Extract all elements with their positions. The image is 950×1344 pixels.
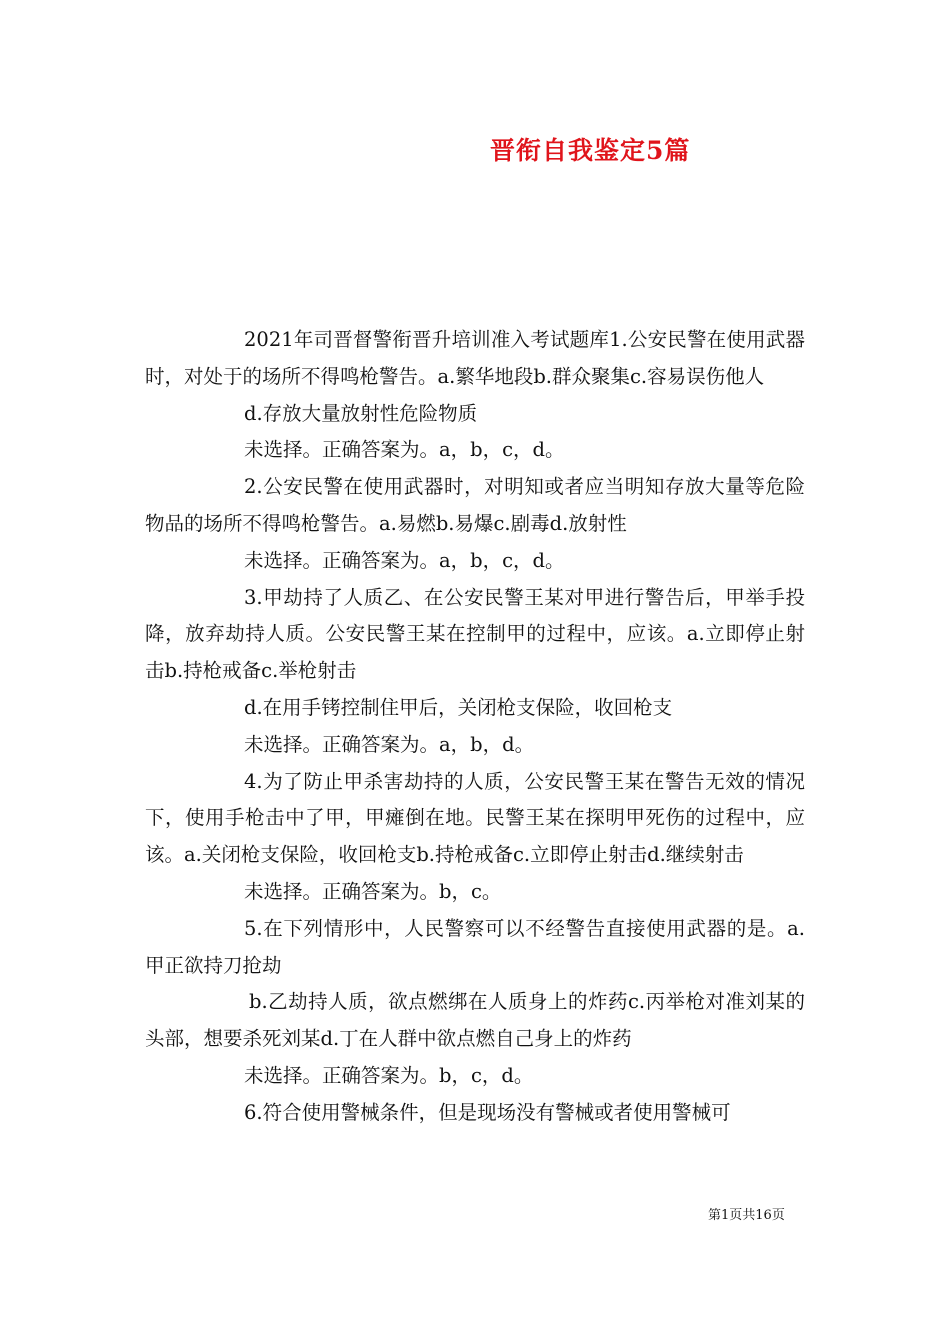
paragraph: d.在用手铐控制住甲后，关闭枪支保险，收回枪支 — [244, 695, 673, 719]
page-number: 第1页共16页 — [708, 1208, 785, 1223]
paragraph: 未选择。正确答案为。b，c，d。 — [244, 1063, 534, 1087]
paragraph: b.乙劫持人质，欲点燃绑在人质身上的炸药c.丙举枪对准刘某的头部，想要杀死刘某d.丁在人群中欲点燃自己身上的炸药 — [145, 990, 805, 1051]
paragraph: 2.公安民警在使用武器时，对明知或者应当明知存放大量等危险物品的场所不得鸣枪警告。a.易燃b.易爆c.剧毒d.放射性 — [145, 475, 805, 535]
paragraph: 未选择。正确答案为。a，b，d。 — [244, 732, 535, 756]
paragraph: 未选择。正确答案为。b，c。 — [244, 879, 502, 903]
paragraph: 4.为了防止甲杀害劫持的人质，公安民警王某在警告无效的情况下，使用手枪击中了甲，甲瘫倒在地。民警王某在探明甲死伤的过程中，应该。a.关闭枪支保险，收回枪支b.持枪戒备c.立即停止射击d.继续射击 — [145, 769, 805, 867]
paragraph: 2021年司晋督警衔晋升培训准入考试题库1.公安民警在使用武器时，对处于的场所不得鸣枪警告。a.繁华地段b.群众聚集c.容易误伤他人 — [145, 328, 805, 388]
paragraph: 3.甲劫持了人质乙、在公安民警王某对甲进行警告后，甲举手投降，放弃劫持人质。公安民警王某在控制甲的过程中，应该。a.立即停止射击b.持枪戒备c.举枪射击 — [145, 585, 805, 683]
document-body — [145, 322, 805, 1132]
page-title: 晋衔自我鉴定5篇 — [490, 136, 691, 165]
paragraph: 未选择。正确答案为。a，b，c，d。 — [244, 438, 565, 462]
paragraph: 5.在下列情形中，人民警察可以不经警告直接使用武器的是。a.甲正欲持刀抢劫 — [145, 916, 805, 977]
paragraph: 未选择。正确答案为。a，b，c，d。 — [244, 548, 565, 572]
paragraph: d.存放大量放射性危险物质 — [244, 401, 478, 425]
paragraph: 6.符合使用警械条件，但是现场没有警械或者使用警械可 — [244, 1100, 731, 1124]
